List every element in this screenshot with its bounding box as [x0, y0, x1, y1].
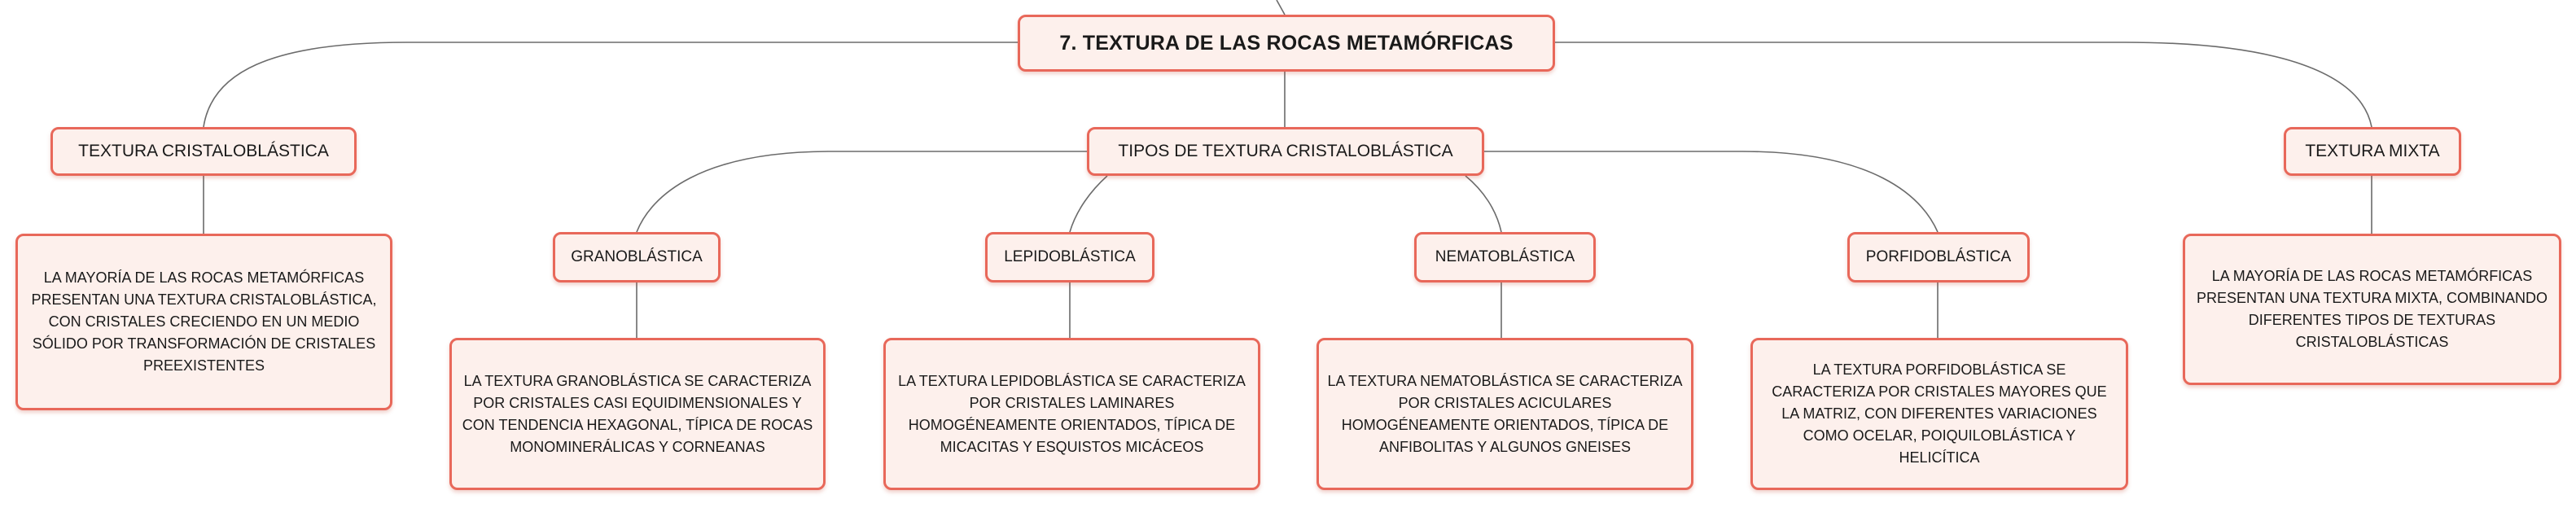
- porfidoblastica-title: PORFIDOBLÁSTICA: [1865, 248, 2012, 265]
- textura-mixta-description: LA MAYORÍA DE LAS ROCAS METAMÓRFICAS PRESENTAN UNA TEXTURA MIXTA, COMBINANDO DIFERENTES TIPOS DE TEXTURAS CRISTALOBLÁSTICAS: [2196, 268, 2548, 350]
- nematoblastica-title: NEMATOBLÁSTICA: [1435, 248, 1575, 265]
- tipos-textura-node[interactable]: [1087, 127, 1484, 176]
- root-node[interactable]: [1018, 15, 1555, 72]
- link-center-granoblastica: [637, 151, 1087, 232]
- lepidoblastica-description: LA TEXTURA LEPIDOBLÁSTICA SE CARACTERIZA POR CRISTALES LAMINARES HOMOGÉNEAMENTE ORIENTADOS, TÍPICA DE MICACITAS Y ESQUISTOS MICÁCEOS: [898, 372, 1246, 455]
- link-center-nematoblastica: [1465, 176, 1501, 232]
- texture-cristaloblastica-node[interactable]: [50, 127, 357, 176]
- nematoblastica-node[interactable]: [1414, 232, 1596, 282]
- textura-mixta-description-node[interactable]: [2183, 234, 2561, 385]
- lepidoblastica-description-node[interactable]: [883, 338, 1260, 490]
- link-parent-root: [1277, 0, 1285, 15]
- link-center-lepidoblastica: [1070, 176, 1107, 232]
- granoblastica-description: LA TEXTURA GRANOBLÁSTICA SE CARACTERIZA POR CRISTALES CASI EQUIDIMENSIONALES Y CON TENDENCIA HEXAGONAL, TÍPICA DE ROCAS MONOMINERÁLICAS Y CORNEANAS: [462, 372, 813, 455]
- lepidoblastica-title: LEPIDOBLÁSTICA: [1004, 248, 1136, 265]
- link-center-porfidoblastica: [1484, 151, 1938, 232]
- tipos-textura-title: TIPOS DE TEXTURA CRISTALOBLÁSTICA: [1118, 142, 1453, 160]
- texture-cristaloblastica-description: LA MAYORÍA DE LAS ROCAS METAMÓRFICAS PRESENTAN UNA TEXTURA CRISTALOBLÁSTICA, CON CRISTALES CRECIENDO EN UN MEDIO SÓLIDO POR TRANSFORMACIÓN DE CRISTALES PREEXISTENTES: [31, 269, 377, 374]
- textura-mixta-title: TEXTURA MIXTA: [2305, 142, 2440, 160]
- porfidoblastica-description-node[interactable]: [1750, 338, 2128, 490]
- texture-cristaloblastica-description-node[interactable]: [15, 234, 392, 410]
- granoblastica-title: GRANOBLÁSTICA: [571, 248, 703, 265]
- nematoblastica-description: LA TEXTURA NEMATOBLÁSTICA SE CARACTERIZA POR CRISTALES ACICULARES HOMOGÉNEAMENTE ORIENTADOS, TÍPICA DE ANFIBOLITAS Y ALGUNOS GNEISES: [1327, 372, 1683, 455]
- link-root-left: [204, 42, 1018, 127]
- texture-cristaloblastica-title: TEXTURA CRISTALOBLÁSTICA: [78, 142, 329, 160]
- granoblastica-node[interactable]: [553, 232, 721, 282]
- lepidoblastica-node[interactable]: [985, 232, 1154, 282]
- porfidoblastica-description: LA TEXTURA PORFIDOBLÁSTICA SE CARACTERIZA POR CRISTALES MAYORES QUE LA MATRIZ, CON DIFERENTES VARIACIONES COMO OCELAR, POIQUILOBLÁSTICA Y HELICÍTICA: [1772, 361, 2107, 466]
- link-root-right: [1555, 42, 2372, 127]
- root-title: 7. TEXTURA DE LAS ROCAS METAMÓRFICAS: [1059, 31, 1514, 55]
- nematoblastica-description-node[interactable]: [1316, 338, 1693, 490]
- textura-mixta-node[interactable]: [2284, 127, 2461, 176]
- granoblastica-description-node[interactable]: [449, 338, 826, 490]
- porfidoblastica-node[interactable]: [1847, 232, 2030, 282]
